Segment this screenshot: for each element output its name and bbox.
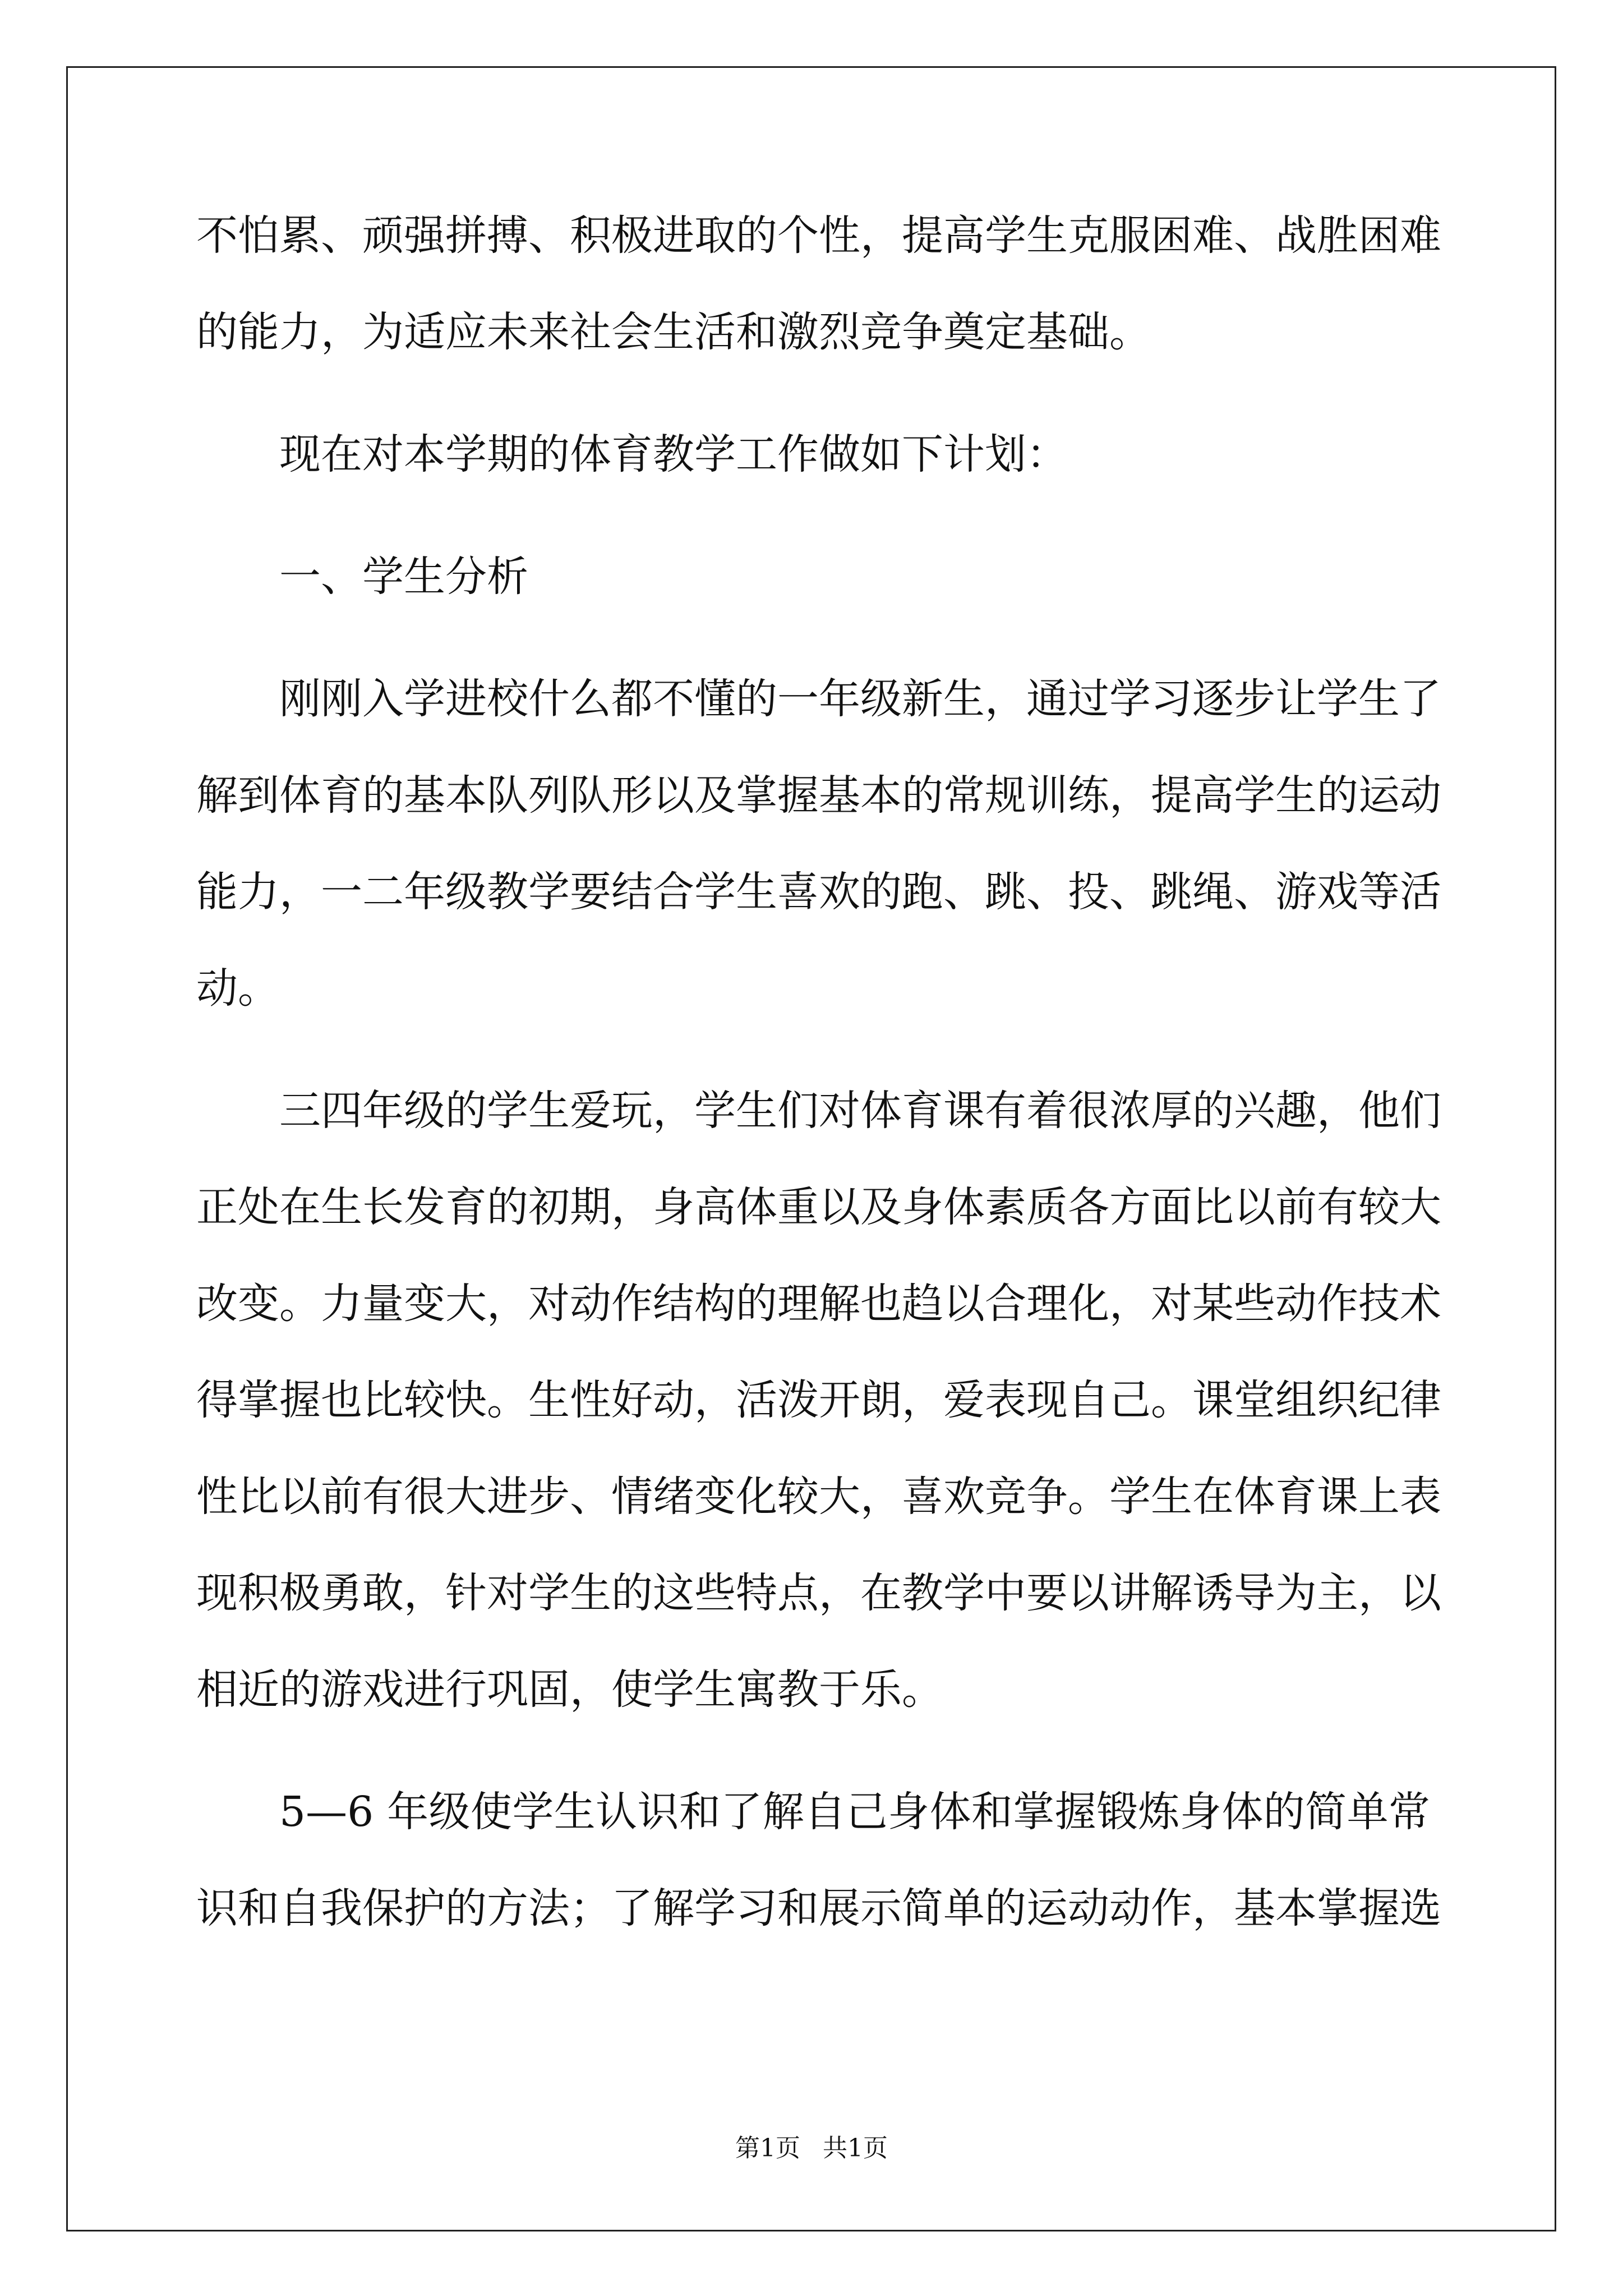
text-line: 5—6 年级使学生认识和了解自己身体和掌握锻炼身体的简单常 [279,1788,1430,1836]
text-line: 相近的游戏进行巩固，使学生寓教于乐。 [196,1665,943,1714]
text-line: 现在对本学期的体育教学工作做如下计划： [279,430,1068,478]
text-line: 三四年级的学生爱玩，学生们对体育课有着很浓厚的兴趣，他们 [279,1087,1441,1135]
section-heading: 一、学生分析 [279,553,528,601]
text-line: 能力，一二年级教学要结合学生喜欢的跑、跳、投、跳绳、游戏等活 [196,868,1441,916]
text-line: 现积极勇敢，针对学生的这些特点，在教学中要以讲解诱导为主，以 [196,1569,1441,1617]
text-line: 的能力，为适应未来社会生活和激烈竞争奠定基础。 [196,308,1151,356]
text-line: 正处在生长发育的初期，身高体重以及身体素质各方面比以前有较大 [196,1183,1441,1231]
text-line: 性比以前有很大进步、情绪变化较大，喜欢竞争。学生在体育课上表 [196,1473,1441,1521]
text-line: 识和自我保护的方法；了解学习和展示简单的运动动作，基本掌握选 [196,1884,1441,1932]
page-footer [0,2132,1623,2165]
page-number-current: 第1页 [735,2134,800,2162]
text-line: 得掌握也比较快。生性好动，活泼开朗，爱表现自己。课堂组织纪律 [196,1376,1441,1424]
text-line: 改变。力量变大，对动作结构的理解也趋以合理化，对某些动作技术 [196,1280,1441,1328]
text-line: 刚刚入学进校什么都不懂的一年级新生，通过学习逐步让学生了 [279,675,1441,723]
page-number-total: 共1页 [823,2134,888,2162]
text-line: 动。 [196,964,279,1013]
text-line: 解到体育的基本队列队形以及掌握基本的常规训练，提高学生的运动 [196,771,1441,820]
text-line: 不怕累、顽强拼搏、积极进取的个性，提高学生克服困难、战胜困难 [196,211,1441,260]
